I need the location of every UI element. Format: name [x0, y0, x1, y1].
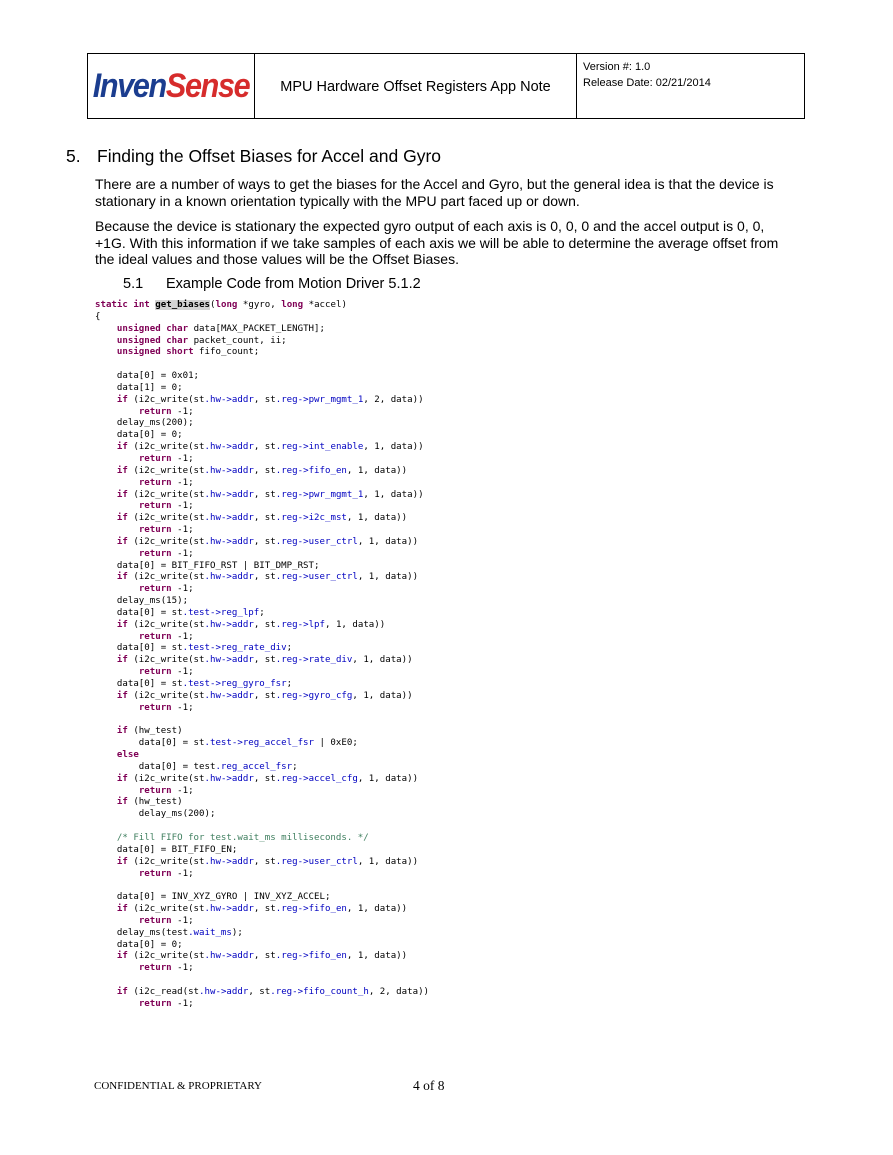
code-line: data[0] = st.test->reg_accel_fsr | 0xE0; [95, 738, 358, 749]
code-line: if (i2c_write(st.hw->addr, st.reg->gyro_cfg, 1, data)) [116, 690, 413, 701]
code-line: return -1; [138, 548, 194, 559]
code-line: if (i2c_write(st.hw->addr, st.reg->fifo_en, 1, data)) [116, 904, 408, 915]
version-number: Version #: 1.0 [583, 61, 651, 73]
section-number: 5. [66, 146, 81, 166]
code-line: if (i2c_write(st.hw->addr, st.reg->user_ctrl, 1, data)) [116, 856, 419, 867]
code-line: unsigned char data[MAX_PACKET_LENGTH]; [116, 323, 325, 334]
code-line: data[0] = BIT_FIFO_EN; [95, 844, 238, 855]
code-line [95, 975, 429, 987]
code-line: if (i2c_write(st.hw->addr, st.reg->user_ctrl, 1, data)) [116, 572, 419, 583]
code-line: if (i2c_write(st.hw->addr, st.reg->pwr_mgmt_1, 1, data)) [116, 489, 424, 500]
code-listing [95, 300, 429, 1011]
code-line: if (i2c_write(st.hw->addr, st.reg->user_ctrl, 1, data)) [116, 536, 419, 547]
document-header [87, 53, 805, 119]
subsection-heading [123, 276, 421, 292]
code-line [95, 821, 429, 833]
section-title: Finding the Offset Biases for Accel and Gyro [97, 146, 442, 166]
code-line: delay_ms(200); [95, 418, 194, 429]
invensense-logo: InvenSense [92, 66, 250, 105]
code-line: data[0] = st.test->reg_lpf; [95, 607, 265, 618]
code-line: return -1; [138, 915, 194, 926]
code-line: if (i2c_write(st.hw->addr, st.reg->int_enable, 1, data)) [116, 442, 424, 453]
code-line: return -1; [138, 631, 194, 642]
code-line: data[1] = 0; [95, 382, 183, 393]
code-line: return -1; [138, 785, 194, 796]
version-cell [577, 54, 804, 118]
code-line: return -1; [138, 584, 194, 595]
code-line: data[0] = BIT_FIFO_RST | BIT_DMP_RST; [95, 560, 320, 571]
code-line: if (hw_test) [116, 797, 183, 808]
section-heading [66, 146, 441, 167]
code-line: else [116, 750, 139, 761]
code-line: if (i2c_write(st.hw->addr, st.reg->pwr_mgmt_1, 2, data)) [116, 394, 424, 405]
code-line: if (i2c_write(st.hw->addr, st.reg->accel_cfg, 1, data)) [116, 773, 419, 784]
code-line: delay_ms(200); [95, 809, 216, 820]
code-line: return -1; [138, 998, 194, 1009]
code-line: if (i2c_write(st.hw->addr, st.reg->lpf, 1, data)) [116, 619, 386, 630]
document-title: MPU Hardware Offset Registers App Note [255, 54, 577, 118]
code-line: data[0] = test.reg_accel_fsr; [95, 761, 298, 772]
code-line: return -1; [138, 477, 194, 488]
code-line: return -1; [138, 406, 194, 417]
code-line: if (hw_test) [116, 726, 183, 737]
footer-confidential: CONFIDENTIAL & PROPRIETARY [94, 1080, 262, 1092]
code-line: { [95, 311, 101, 322]
code-line: unsigned char packet_count, ii; [116, 335, 287, 346]
paragraph-1: There are a number of ways to get the biases for the Accel and Gyro, but the general idea is that the device is stationary in a known orientation typically with the MPU part faced up or down. [95, 176, 774, 209]
code-line: data[0] = INV_XYZ_GYRO | INV_XYZ_ACCEL; [95, 892, 331, 903]
code-line: return -1; [138, 453, 194, 464]
footer-page-number: 4 of 8 [413, 1078, 445, 1093]
code-line: data[0] = 0; [95, 939, 183, 950]
code-line: data[0] = 0x01; [95, 371, 200, 382]
code-line: return -1; [138, 501, 194, 512]
code-line: return -1; [138, 963, 194, 974]
code-line [95, 715, 429, 727]
code-line: /* Fill FIFO for test.wait_ms milliseconds. */ [116, 832, 369, 843]
code-line: if (i2c_write(st.hw->addr, st.reg->i2c_mst, 1, data)) [116, 513, 408, 524]
code-line: if (i2c_write(st.hw->addr, st.reg->fifo_en, 1, data)) [116, 465, 408, 476]
code-line: static int get_biases(long *gyro, long *accel) [95, 300, 347, 310]
code-line: return -1; [138, 525, 194, 536]
code-line: return -1; [138, 702, 194, 713]
paragraph-2: Because the device is stationary the expected gyro output of each axis is 0, 0, 0 and the accel output is 0, 0, +1G. With this information if we take samples of each axis we will be able to determine the average offset from the ideal values and those values will be the Offset Biases. [95, 218, 779, 267]
code-line [95, 359, 429, 371]
code-line: delay_ms(test.wait_ms); [95, 927, 243, 938]
code-line: return -1; [138, 868, 194, 879]
code-line: if (i2c_write(st.hw->addr, st.reg->fifo_en, 1, data)) [116, 951, 408, 962]
code-line: unsigned short fifo_count; [116, 347, 260, 358]
release-date: Release Date: 02/21/2014 [583, 77, 711, 89]
code-line: if (i2c_write(st.hw->addr, st.reg->rate_div, 1, data)) [116, 655, 413, 666]
code-line: delay_ms(15); [95, 596, 189, 607]
code-line [95, 880, 429, 892]
code-line: return -1; [138, 667, 194, 678]
logo-cell [88, 54, 255, 118]
code-line: data[0] = 0; [95, 430, 183, 441]
code-line: data[0] = st.test->reg_rate_div; [95, 643, 293, 654]
code-line: if (i2c_read(st.hw->addr, st.reg->fifo_count_h, 2, data)) [116, 986, 430, 997]
code-line: data[0] = st.test->reg_gyro_fsr; [95, 679, 293, 689]
subsection-title: Example Code from Motion Driver 5.1.2 [166, 276, 421, 292]
subsection-number: 5.1 [123, 276, 144, 292]
